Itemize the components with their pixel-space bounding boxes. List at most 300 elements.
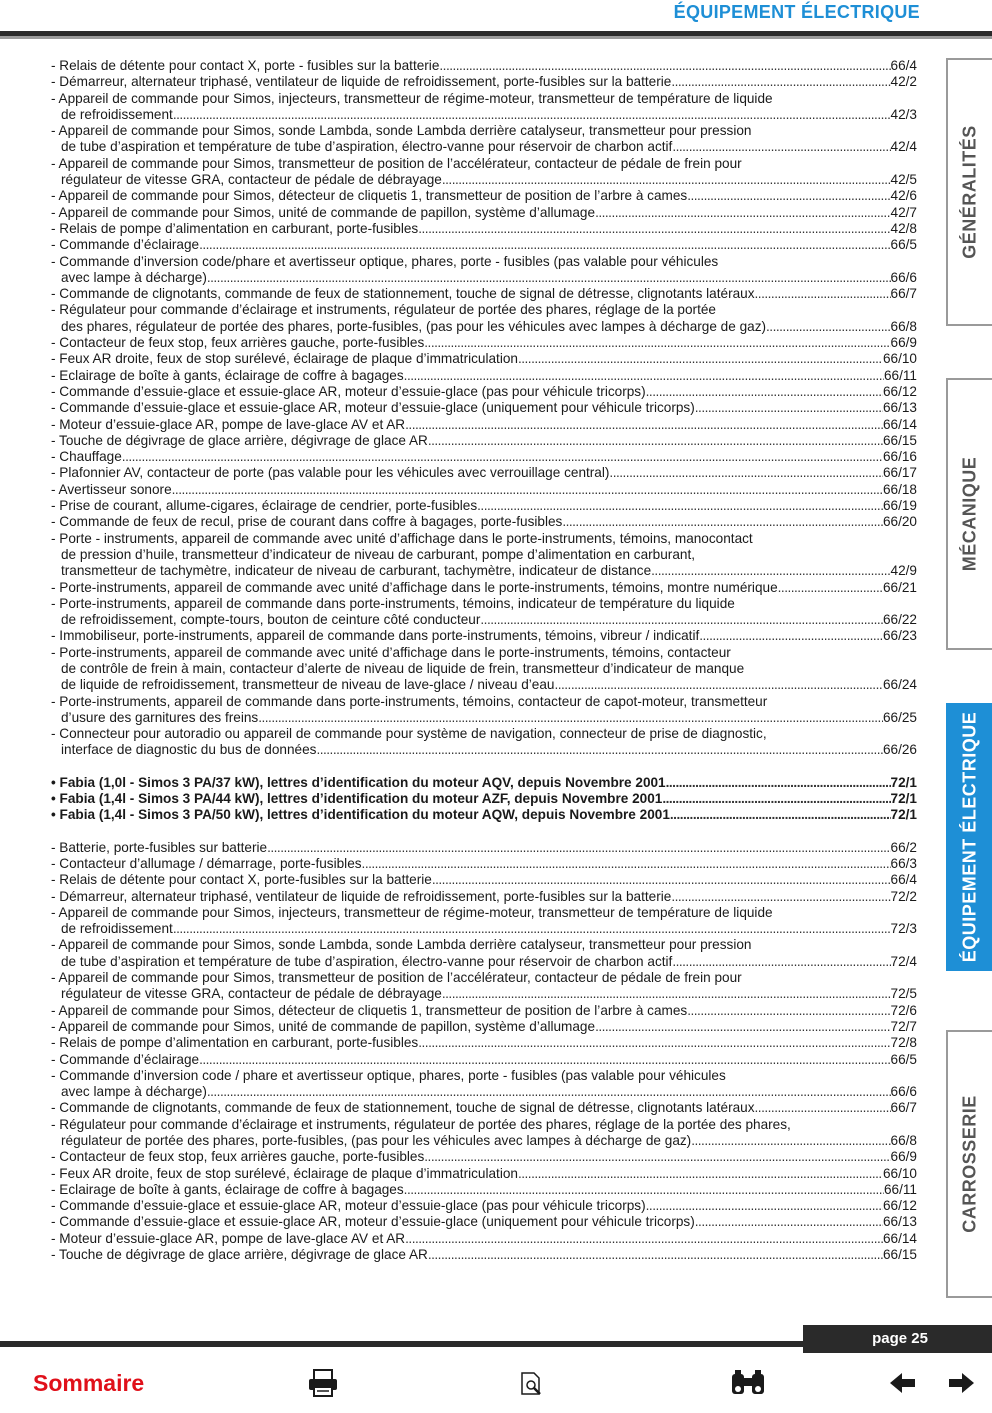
toc-page-ref[interactable]: 72/4 <box>890 953 917 969</box>
toc-entry-text: de tube d’aspiration et température de tube d’aspiration, électro-vanne pour réservoir de charbon actif <box>61 953 673 969</box>
toc-page-ref[interactable]: 66/24 <box>882 677 917 693</box>
dot-leader <box>404 368 884 384</box>
toc-entry[interactable] <box>51 1035 917 1051</box>
toc-entry-text: - Appareil de commande pour Simos, sonde Lambda, sonde Lambda derrière catalyseur, transmetteur pour pression <box>51 937 752 953</box>
toc-entry-line <box>51 172 917 188</box>
dot-leader <box>439 58 890 74</box>
toc-entry-line <box>51 384 917 400</box>
dot-leader <box>480 612 883 628</box>
toc-entry[interactable] <box>51 335 917 351</box>
dot-leader <box>173 107 891 123</box>
dot-leader <box>699 628 883 644</box>
toc-entry-line <box>51 612 917 628</box>
dot-leader <box>672 954 890 970</box>
toc-page-ref[interactable]: 66/6 <box>890 1084 917 1100</box>
toc-page-ref[interactable]: 66/22 <box>882 612 917 628</box>
dot-leader <box>670 807 891 823</box>
toc-entry[interactable] <box>51 286 917 302</box>
toc-page-ref[interactable]: 42/3 <box>890 106 917 122</box>
toc-entry-line <box>51 74 917 90</box>
dot-leader <box>766 319 891 335</box>
toc-entry-text: - Connecteur pour autoradio ou appareil de commande pour système de navigation, connecteur de prise de diagnostic, <box>51 726 767 742</box>
toc-page-ref[interactable]: 66/7 <box>890 1100 917 1116</box>
dot-leader <box>554 677 883 693</box>
toc-entry[interactable] <box>51 1003 917 1019</box>
toc-entry-text: - Immobiliseur, porte-instruments, appareil de commande dans porte-instruments, témoins, vibreur / indicatif <box>51 628 700 644</box>
toc-entry[interactable] <box>51 123 917 156</box>
toc-entry-text: avec lampe à décharge) <box>61 269 207 285</box>
toc-entry-text: régulateur de vitesse GRA, contacteur de pédale de débrayage <box>61 986 442 1002</box>
dot-leader <box>267 840 890 856</box>
dot-leader <box>477 498 883 514</box>
dot-leader <box>173 921 891 937</box>
toc-entry[interactable] <box>51 872 917 888</box>
toc-entry-text: - Relais de pompe d’alimentation en carburant, porte-fusibles <box>51 220 419 236</box>
toc-entry[interactable] <box>51 498 917 514</box>
toc-entry[interactable] <box>51 1149 917 1165</box>
toc-entry-text: - Commande d’essuie-glace et essuie-glace AR, moteur d’essuie-glace (uniquement pour véhicule tricorps) <box>51 1214 695 1230</box>
toc-entry-line <box>51 1247 917 1263</box>
toc-page-ref[interactable]: 66/25 <box>882 709 917 725</box>
toc-entry[interactable] <box>51 482 917 498</box>
toc-entry-line <box>51 1052 917 1068</box>
toc-entry[interactable] <box>51 205 917 221</box>
dot-leader <box>651 563 890 579</box>
toc-entry-line <box>51 1166 917 1182</box>
toc-entry-line <box>51 368 917 384</box>
toc-page-ref[interactable]: 66/4 <box>890 872 917 888</box>
toc-entry-text: - Démarreur, alternateur triphasé, ventilateur de liquide de refroidissement, porte-fusibles sur la batterie <box>51 888 672 904</box>
toc-entry[interactable] <box>51 302 917 335</box>
toc-page-ref[interactable]: 66/18 <box>882 481 917 497</box>
toc-entry[interactable] <box>51 351 917 367</box>
toc-entry[interactable] <box>51 1100 917 1116</box>
dot-leader <box>258 710 883 726</box>
tab-carrosserie[interactable] <box>946 1030 992 1298</box>
toc-page-ref[interactable]: 66/10 <box>882 351 917 367</box>
dot-leader <box>207 1084 891 1100</box>
toc-page-ref[interactable]: 66/14 <box>882 1230 917 1246</box>
toc-entry-text: - Plafonnier AV, contacteur de porte (pas valable pour les véhicules avec verrouillage central) <box>51 465 610 481</box>
toc-entry-text: - Eclairage de boîte à gants, éclairage de coffre à bagages <box>51 367 404 383</box>
toc-entry-line <box>51 1003 917 1019</box>
toc-entry-line <box>51 1182 917 1198</box>
sommaire-link[interactable]: Sommaire <box>33 1370 145 1396</box>
toc-entry[interactable] <box>51 645 917 694</box>
toc-entry-text: transmetteur de tachymètre, indicateur de niveau de carburant, tachymètre, indicateur de distance <box>61 563 652 579</box>
dot-leader <box>609 465 883 481</box>
arrow-right-icon[interactable] <box>946 1368 976 1400</box>
toc-entry-text: - Chauffage <box>51 449 122 465</box>
toc-page-ref[interactable]: 66/8 <box>890 1133 917 1148</box>
toc-page-ref[interactable]: 66/12 <box>882 1198 917 1214</box>
dot-leader <box>687 188 890 204</box>
toc-entry[interactable] <box>51 580 917 596</box>
toc-entry-text: - Feux AR droite, feux de stop surélevé, éclairage de plaque d’immatriculation <box>51 351 518 367</box>
toc-entry[interactable] <box>51 1231 917 1247</box>
toc-entry[interactable] <box>51 856 917 872</box>
toc-page-ref[interactable]: 42/9 <box>890 563 917 579</box>
toc-entry[interactable] <box>51 188 917 204</box>
arrow-left-icon[interactable] <box>888 1368 918 1400</box>
toc-entry-line <box>51 205 917 221</box>
toc-entry[interactable] <box>51 628 917 644</box>
toc-entry[interactable] <box>51 254 917 287</box>
dot-leader <box>778 580 883 596</box>
toc-page-ref[interactable]: 72/1 <box>890 774 917 790</box>
dot-leader <box>418 1035 890 1051</box>
toc-page-ref[interactable]: 42/7 <box>890 204 917 220</box>
dot-leader <box>562 514 883 530</box>
tab-label: GÉNÉRALITÉS <box>959 125 980 259</box>
toc-page-ref[interactable]: 66/20 <box>882 514 917 530</box>
toc-page-ref[interactable]: 66/23 <box>882 628 917 644</box>
dot-leader <box>646 384 883 400</box>
toc-page-ref[interactable]: 66/17 <box>882 465 917 481</box>
toc-entry-line <box>51 1149 917 1165</box>
toc-entry-text: interface de diagnostic du bus de données <box>61 742 317 758</box>
dot-leader <box>199 1052 890 1068</box>
toc-entry-line <box>51 775 917 791</box>
toc-entry-line <box>51 400 917 416</box>
toc-entry-line <box>51 694 917 710</box>
toc-entry[interactable] <box>51 465 917 481</box>
toc-entry[interactable] <box>51 74 917 90</box>
tab-generalites[interactable] <box>946 58 992 326</box>
toc-entry-line <box>51 937 917 953</box>
toc-entry-line <box>51 1117 917 1133</box>
toc-page-ref[interactable]: 66/2 <box>890 839 917 855</box>
toc-entry-line <box>51 840 917 856</box>
toc-entry-text: - Commande d’inversion code / phare et avertisseur optique, phares, porte - fusibles (pas valable pour véhicules <box>51 1067 726 1083</box>
toc-page-ref[interactable]: 66/19 <box>882 498 917 514</box>
toc-entry[interactable] <box>51 1068 917 1101</box>
toc-entry[interactable] <box>51 1052 917 1068</box>
dot-leader <box>687 1003 890 1019</box>
toc-entry-text: - Appareil de commande pour Simos, transmetteur de position de l’accélérateur, contacteur de pédale de frein pour <box>51 155 742 171</box>
toc-entry-text: - Commande d’éclairage <box>51 237 200 253</box>
toc-entry-text: - Commande de clignotants, commande de feux de stationnement, touche de signal de détresse, clignotants latéraux <box>51 1100 755 1116</box>
tab-mecanique[interactable] <box>946 378 992 650</box>
top-rule <box>0 31 992 40</box>
toc-page-ref[interactable]: 66/11 <box>883 367 917 383</box>
toc-entry-line <box>51 547 917 563</box>
toc-entry[interactable] <box>51 368 917 384</box>
tab-label: ÉQUIPEMENT ÉLECTRIQUE <box>959 711 980 963</box>
toc-page-ref[interactable]: 66/26 <box>882 742 917 758</box>
toc-entry-text: • Fabia (1,0l - Simos 3 PA/37 kW), lettres d’identification du moteur AQV, depuis Novembre 2001 <box>51 774 666 790</box>
toc-entry[interactable] <box>51 937 917 970</box>
toc-page-ref[interactable]: 66/14 <box>882 416 917 432</box>
toc-entry-line <box>51 807 917 823</box>
toc-entry-text: - Régulateur pour commande d’éclairage et instruments, régulateur de portée des phares, réglage de la portée <box>51 302 716 318</box>
toc-page-ref[interactable]: 66/13 <box>882 400 917 416</box>
toc-entry[interactable] <box>51 433 917 449</box>
toc-entry[interactable] <box>51 449 917 465</box>
toc-entry-line <box>51 710 917 726</box>
toc-page-ref[interactable]: 66/4 <box>890 58 917 73</box>
toc-entry-text: - Commande d’essuie-glace et essuie-glace AR, moteur d’essuie-glace (pas pour véhicule tricorps) <box>51 1198 646 1214</box>
dot-leader <box>405 1231 883 1247</box>
toc-page-ref[interactable]: 66/9 <box>890 1149 917 1165</box>
dot-leader <box>672 139 890 155</box>
toc-entry-line <box>51 970 917 986</box>
toc-entry-line <box>51 465 917 481</box>
toc-entry-text: régulateur de portée des phares, porte-fusibles, (pas pour les véhicules avec lampes à décharge de gaz) <box>61 1133 692 1148</box>
tab-equipement-electrique[interactable] <box>946 703 992 971</box>
toc-entry-line <box>51 889 917 905</box>
toc-entry[interactable] <box>51 1117 917 1150</box>
toc-entry-line <box>51 254 917 270</box>
dot-leader <box>671 74 890 90</box>
toc-page-ref[interactable]: 72/1 <box>890 791 917 807</box>
dot-leader <box>432 872 891 888</box>
toc-entry[interactable] <box>51 58 917 74</box>
dot-leader <box>428 433 883 449</box>
toc-entry-text: - Commande de feux de recul, prise de courant dans coffre à bagages, porte-fusibles <box>51 514 563 530</box>
dot-leader <box>595 1019 890 1035</box>
toc-entry-line <box>51 726 917 742</box>
toc-page-ref[interactable]: 66/3 <box>890 855 917 871</box>
toc-entry-line <box>51 742 917 758</box>
dot-leader <box>199 237 890 253</box>
toc-section-models <box>51 775 917 824</box>
toc-entry-text: - Porte-instruments, appareil de commande dans porte-instruments, témoins, contacteur de capot-moteur, transmetteur <box>51 693 768 709</box>
toc-entry[interactable] <box>51 791 917 807</box>
dot-leader <box>424 1149 890 1165</box>
toc-entry-text: des phares, régulateur de portée des phares, porte-fusibles, (pas pour les véhicules avec lampes à décharge de gaz) <box>61 318 767 334</box>
toc-entry-line <box>51 335 917 351</box>
section-tabs <box>944 0 992 1413</box>
toc-entry-line <box>51 856 917 872</box>
dot-leader <box>404 1182 884 1198</box>
toc-page-ref[interactable]: 42/2 <box>890 74 917 90</box>
toc-entry[interactable] <box>51 1214 917 1230</box>
toc-entry-line <box>51 1068 917 1084</box>
toc-page-ref[interactable]: 66/8 <box>890 318 917 334</box>
dot-leader <box>362 856 891 872</box>
dot-leader <box>662 791 890 807</box>
toc-entry-text: - Eclairage de boîte à gants, éclairage de coffre à bagages <box>51 1181 404 1197</box>
toc-page-ref[interactable]: 66/9 <box>890 335 917 351</box>
dot-leader <box>666 775 891 791</box>
toc-section-engine <box>51 840 917 1264</box>
printer-icon[interactable] <box>306 1368 340 1400</box>
toc-entry-line <box>51 677 917 693</box>
toc-entry-line <box>51 188 917 204</box>
toc-entry-text: de liquide de refroidissement, transmetteur de niveau de lave-glace / niveau d’eau <box>61 677 555 693</box>
toc-entry-line <box>51 237 917 253</box>
toc-entry[interactable] <box>51 889 917 905</box>
toc-entry-line <box>51 954 917 970</box>
toc-page-ref[interactable]: 66/5 <box>890 1051 917 1067</box>
toc-page-ref[interactable]: 66/15 <box>882 432 917 448</box>
toc-page-ref[interactable]: 66/10 <box>882 1165 917 1181</box>
toc-entry-line <box>51 1035 917 1051</box>
toc-entry[interactable] <box>51 1019 917 1035</box>
toc-entry-text: • Fabia (1,4l - Simos 3 PA/44 kW), lettres d’identification du moteur AZF, depuis Novembre 2001 <box>51 791 663 807</box>
toc-entry-line <box>51 628 917 644</box>
toc-entry[interactable] <box>51 221 917 237</box>
toc-entry-line <box>51 1084 917 1100</box>
toc-entry-line <box>51 1198 917 1214</box>
toc-entry-text: - Appareil de commande pour Simos, sonde Lambda, sonde Lambda derrière catalyseur, transmetteur pour pression <box>51 123 752 139</box>
toc-entry[interactable] <box>51 156 917 189</box>
toc-page-ref[interactable]: 66/16 <box>882 449 917 465</box>
toc-page-ref[interactable]: 72/6 <box>890 1002 917 1018</box>
toc-entry-text: - Porte - instruments, appareil de commande avec unité d’affichage dans le porte-instruments, témoins, manocontact <box>51 530 753 546</box>
toc-entry-text: - Commande d’essuie-glace et essuie-glace AR, moteur d’essuie-glace (pas pour véhicule tricorps) <box>51 383 646 399</box>
toc-entry[interactable] <box>51 1166 917 1182</box>
toc-entry-text: - Contacteur d’allumage / démarrage, porte-fusibles <box>51 855 362 871</box>
toc-entry-text: - Relais de détente pour contact X, porte-fusibles sur la batterie <box>51 872 432 888</box>
toc-page-ref[interactable]: 42/4 <box>890 139 917 155</box>
toc-page-ref[interactable]: 72/2 <box>890 888 917 904</box>
toc-page-ref[interactable]: 72/3 <box>890 921 917 937</box>
toc-entry[interactable] <box>51 91 917 124</box>
toc-page-ref[interactable]: 72/7 <box>890 1018 917 1034</box>
toc-entry-text: - Contacteur de feux stop, feux arrières gauche, porte-fusibles <box>51 335 425 351</box>
toc-entry-line <box>51 58 917 74</box>
toc-page-ref[interactable]: 66/6 <box>890 269 917 285</box>
toc-entry[interactable] <box>51 596 917 629</box>
dot-leader <box>691 1133 890 1149</box>
tab-label: MÉCANIQUE <box>959 456 980 572</box>
toc-entry[interactable] <box>51 1247 917 1263</box>
toc-page-ref[interactable]: 66/15 <box>882 1247 917 1263</box>
toc-page-ref[interactable]: 66/7 <box>890 286 917 302</box>
toc-entry[interactable] <box>51 694 917 727</box>
toc-page-ref[interactable]: 42/6 <box>890 188 917 204</box>
toc-entry-text: de contrôle de frein à main, contacteur d’alerte de niveau de liquide de frein, transmetteur d’indicateur de manque <box>61 660 745 676</box>
toc-entry-text: - Touche de dégivrage de glace arrière, dégivrage de glace AR <box>51 432 428 448</box>
toc-page-ref[interactable]: 72/1 <box>890 807 917 823</box>
toc-page-ref[interactable]: 66/13 <box>882 1214 917 1230</box>
toc-entry-line <box>51 1231 917 1247</box>
toc-entry-line <box>51 482 917 498</box>
toc-entry-text: - Appareil de commande pour Simos, injecteurs, transmetteur de régime-moteur, transmetteur de température de liquide <box>51 90 773 106</box>
toc-entry-text: - Feux AR droite, feux de stop surélevé, éclairage de plaque d’immatriculation <box>51 1165 518 1181</box>
toc-entry-text: - Appareil de commande pour Simos, unité de commande de papillon, système d’allumage <box>51 1018 596 1034</box>
toc-entry-text: - Commande de clignotants, commande de feux de stationnement, touche de signal de détresse, clignotants latéraux <box>51 286 755 302</box>
toc-page-ref[interactable]: 66/5 <box>890 237 917 253</box>
toc-entry-text: - Appareil de commande pour Simos, unité de commande de papillon, système d’allumage <box>51 204 596 220</box>
toc-entry-text: - Batterie, porte-fusibles sur batterie <box>51 839 268 855</box>
toc-entry-text: - Prise de courant, allume-cigares, éclairage de cendrier, porte-fusibles <box>51 498 478 514</box>
toc-entry-text: - Moteur d’essuie-glace AR, pompe de lave-glace AV et AR <box>51 1230 406 1246</box>
toc-entry-text: avec lampe à décharge) <box>61 1084 207 1100</box>
toc-entry[interactable] <box>51 1182 917 1198</box>
toc-entry-line <box>51 498 917 514</box>
toc-entry[interactable] <box>51 531 917 580</box>
toc-entry-text: - Appareil de commande pour Simos, transmetteur de position de l’accélérateur, contacteur de pédale de frein pour <box>51 970 742 986</box>
toc-page-ref[interactable]: 72/5 <box>890 986 917 1002</box>
toc-page-ref[interactable]: 42/8 <box>890 220 917 236</box>
toc-entry-text: - Démarreur, alternateur triphasé, ventilateur de liquide de refroidissement, porte-fusibles sur la batterie <box>51 74 672 90</box>
toc-entry-text: - Commande d’inversion code/phare et avertisseur optique, phares, porte - fusibles (pas valable pour véhicules <box>51 253 719 269</box>
toc-entry-text: • Fabia (1,4l - Simos 3 PA/50 kW), lettres d’identification du moteur AQW, depuis Novembre 2001 <box>51 807 670 823</box>
toc-entry-text: - Commande d’éclairage <box>51 1051 200 1067</box>
toc-entry-line <box>51 645 917 661</box>
section-title: ÉQUIPEMENT ÉLECTRIQUE <box>673 2 920 22</box>
dot-leader <box>442 172 891 188</box>
toc-entry-text: de pression d’huile, transmetteur d’indicateur de niveau de carburant, pompe d’alimentation en carburant, <box>61 546 696 562</box>
search-document-icon[interactable] <box>519 1368 545 1400</box>
toc-entry-line <box>51 596 917 612</box>
toc-page-ref[interactable]: 66/12 <box>882 383 917 399</box>
toc-entry-text: de refroidissement <box>61 106 173 122</box>
page-number: page 25 <box>803 1325 992 1353</box>
toc-entry-line <box>51 156 917 172</box>
toc-entry-line <box>51 302 917 318</box>
toc-entry-line <box>51 417 917 433</box>
toc-entry-line <box>51 123 917 139</box>
toc-entry[interactable] <box>51 726 917 759</box>
toc-entry-text: de refroidissement, compte-tours, bouton de ceinture côté conducteur <box>61 612 481 628</box>
dot-leader <box>518 1166 883 1182</box>
toc-entry[interactable] <box>51 807 917 823</box>
binoculars-icon[interactable] <box>729 1368 767 1400</box>
toc-entry-text: d’usure des garnitures des freins <box>61 709 259 725</box>
toc-entry-text: - Porte-instruments, appareil de commande dans porte-instruments, témoins, indicateur de température du liquide <box>51 595 735 611</box>
section-gap <box>51 824 917 840</box>
toc-entry[interactable] <box>51 840 917 856</box>
toc-entry[interactable] <box>51 514 917 530</box>
dot-leader <box>695 1214 883 1230</box>
toc-page-ref[interactable]: 66/21 <box>882 579 917 595</box>
tab-label: CARROSSERIE <box>959 1095 980 1233</box>
toc-entry[interactable] <box>51 905 917 938</box>
dot-leader <box>418 221 890 237</box>
toc-page-ref[interactable]: 72/8 <box>890 1035 917 1051</box>
dot-leader <box>518 351 883 367</box>
section-gap <box>51 759 917 775</box>
toc-entry[interactable] <box>51 970 917 1003</box>
toc-entry-text: - Régulateur pour commande d’éclairage et instruments, régulateur de portée des phares, réglage de la portée des phares, <box>51 1116 791 1132</box>
dot-leader <box>405 417 883 433</box>
dot-leader <box>595 205 890 221</box>
toc-entry-line <box>51 1100 917 1116</box>
toc-entry-text: - Appareil de commande pour Simos, détecteur de cliquetis 1, transmetteur de position de l’arbre à cames <box>51 1002 688 1018</box>
toc-entry[interactable] <box>51 417 917 433</box>
toc-entry-line <box>51 514 917 530</box>
toc-entry[interactable] <box>51 775 917 791</box>
dot-leader <box>646 1198 883 1214</box>
toc-entry[interactable] <box>51 1198 917 1214</box>
toc-entry-text: - Commande d’essuie-glace et essuie-glace AR, moteur d’essuie-glace (uniquement pour véhicule tricorps) <box>51 400 695 416</box>
toc-entry-text: - Moteur d’essuie-glace AR, pompe de lave-glace AV et AR <box>51 416 406 432</box>
toc-entry-line <box>51 319 917 335</box>
toc-entry[interactable] <box>51 384 917 400</box>
toc-entry-line <box>51 286 917 302</box>
toc-entry[interactable] <box>51 237 917 253</box>
toc-entry-text: - Appareil de commande pour Simos, injecteurs, transmetteur de régime-moteur, transmetteur de température de liquide <box>51 904 773 920</box>
toc-entry-line <box>51 531 917 547</box>
dot-leader <box>122 449 883 465</box>
toc-entry-line <box>51 270 917 286</box>
dot-leader <box>207 270 891 286</box>
toc-page-ref[interactable]: 42/5 <box>890 172 917 188</box>
toc-entry-text: régulateur de vitesse GRA, contacteur de pédale de débrayage <box>61 172 442 188</box>
dot-leader <box>428 1247 883 1263</box>
toc-entry-line <box>51 91 917 107</box>
dot-leader <box>424 335 890 351</box>
toc-page-ref[interactable]: 66/11 <box>883 1181 917 1197</box>
toc-entry-text: de tube d’aspiration et température de tube d’aspiration, électro-vanne pour réservoir de charbon actif <box>61 139 673 155</box>
toc-entry[interactable] <box>51 400 917 416</box>
toc-entry-text: - Relais de détente pour contact X, porte - fusibles sur la batterie <box>51 58 440 73</box>
toc-entry-line <box>51 905 917 921</box>
